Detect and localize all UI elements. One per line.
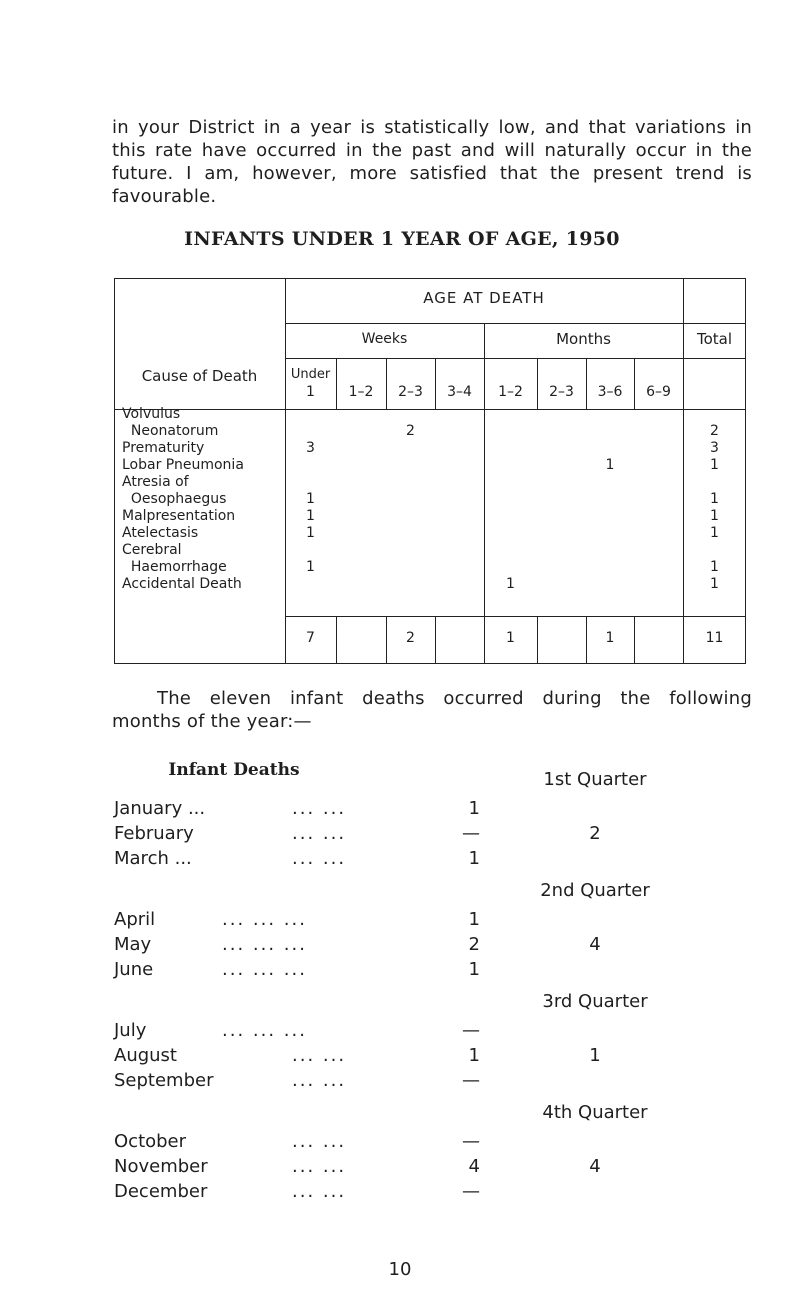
rule-above-totals bbox=[285, 616, 746, 617]
leader-dots: ... ... bbox=[292, 823, 347, 844]
cell bbox=[484, 406, 537, 423]
cell bbox=[285, 423, 336, 440]
leader-dots: ... ... bbox=[292, 1156, 347, 1177]
month-count: 1 bbox=[468, 1045, 480, 1066]
leader-dots: ... ... bbox=[292, 1131, 347, 1152]
quarter-value: 2 bbox=[589, 823, 601, 844]
cell bbox=[586, 406, 634, 423]
cell bbox=[484, 508, 537, 525]
cell bbox=[586, 576, 634, 593]
header-month-2-3: 2–3 bbox=[549, 384, 574, 400]
leader-dots: ... ... bbox=[292, 1181, 347, 1202]
cell bbox=[386, 542, 435, 559]
cell: 1 bbox=[710, 576, 719, 592]
col-month-3-6 bbox=[586, 406, 634, 593]
month-count: 2 bbox=[468, 934, 480, 955]
leader-dots: ... ... ... bbox=[222, 934, 307, 955]
cell bbox=[386, 559, 435, 576]
leader-dots: ... ... bbox=[292, 798, 347, 819]
month-count: 4 bbox=[468, 1156, 480, 1177]
col-week-2-3 bbox=[386, 406, 435, 593]
cell bbox=[484, 542, 537, 559]
months-paragraph-line-1: The eleven infant deaths occurred during the following bbox=[157, 688, 752, 709]
month-name: May bbox=[114, 934, 152, 955]
cell: 1 bbox=[710, 491, 719, 507]
leader-dots: ... ... ... bbox=[222, 909, 307, 930]
cell: 1 bbox=[306, 525, 315, 541]
table-border-bottom bbox=[114, 663, 746, 664]
cell bbox=[285, 542, 336, 559]
col-total bbox=[683, 406, 746, 593]
cell: 3 bbox=[710, 440, 719, 456]
infant-deaths-heading: Infant Deaths bbox=[168, 760, 300, 780]
cell: 1 bbox=[605, 457, 615, 473]
month-name: August bbox=[114, 1045, 177, 1066]
month-name: September bbox=[114, 1070, 214, 1091]
cell bbox=[285, 457, 336, 474]
cell bbox=[586, 474, 634, 491]
month-count: — bbox=[462, 1070, 480, 1091]
quarter-label: 2nd Quarter bbox=[540, 880, 650, 901]
cell bbox=[386, 508, 435, 525]
cell bbox=[586, 508, 634, 525]
header-week-3-4: 3–4 bbox=[447, 384, 472, 400]
cause-line: Prematurity bbox=[122, 440, 205, 456]
leader-dots: ... ... bbox=[292, 1070, 347, 1091]
cell bbox=[386, 525, 435, 542]
header-month-1-2: 1–2 bbox=[498, 384, 523, 400]
cell bbox=[484, 423, 537, 440]
cause-line: Neonatorum bbox=[122, 423, 219, 439]
col-month-1-2 bbox=[484, 406, 537, 593]
cell bbox=[285, 576, 336, 593]
cause-line: Haemorrhage bbox=[122, 559, 227, 575]
table-border-left bbox=[114, 278, 115, 664]
cell: 1 bbox=[710, 525, 719, 541]
month-count: — bbox=[462, 1020, 480, 1041]
cell: 1 bbox=[306, 559, 315, 575]
month-count: 1 bbox=[468, 959, 480, 980]
month-name: January ... bbox=[114, 798, 206, 819]
col-under-1 bbox=[285, 406, 336, 593]
cause-line: Lobar Pneumonia bbox=[122, 457, 244, 473]
cell bbox=[386, 457, 435, 474]
month-name: December bbox=[114, 1181, 208, 1202]
col-divider-7b bbox=[634, 616, 635, 664]
quarter-value: 4 bbox=[589, 934, 601, 955]
header-weeks: Weeks bbox=[361, 331, 408, 347]
header-month-3-6: 3–6 bbox=[597, 384, 623, 400]
month-name: March ... bbox=[114, 848, 192, 869]
month-name: October bbox=[114, 1131, 187, 1152]
total-month-3-6: 1 bbox=[605, 630, 615, 646]
cause-list bbox=[122, 406, 287, 593]
month-count: — bbox=[462, 823, 480, 844]
month-name: November bbox=[114, 1156, 208, 1177]
total-month-1-2: 1 bbox=[506, 630, 515, 646]
cell: 1 bbox=[306, 491, 315, 507]
month-name: February bbox=[114, 823, 194, 844]
months-paragraph-line-2: months of the year:— bbox=[112, 711, 312, 732]
header-week-1-2: 1–2 bbox=[348, 384, 374, 400]
header-total: Total bbox=[696, 330, 733, 348]
table-border-top bbox=[114, 278, 746, 279]
cell: 2 bbox=[406, 423, 415, 439]
rule-under-age-at-death bbox=[285, 323, 746, 324]
rule-under-weeks-months bbox=[285, 358, 746, 359]
cell: 2 bbox=[710, 423, 719, 439]
cell bbox=[386, 576, 435, 593]
total-under-1: 7 bbox=[306, 630, 315, 646]
cause-line: Oesophaegus bbox=[122, 491, 227, 507]
header-under-1-top: Under bbox=[290, 367, 331, 382]
cell: 1 bbox=[710, 508, 719, 524]
quarter-label: 1st Quarter bbox=[543, 769, 647, 790]
col-divider-1b bbox=[336, 616, 337, 664]
total-week-2-3: 2 bbox=[406, 630, 415, 646]
month-name: April bbox=[114, 909, 156, 930]
cell bbox=[386, 491, 435, 508]
quarter-value: 1 bbox=[589, 1045, 601, 1066]
cell bbox=[285, 474, 336, 491]
cell: 1 bbox=[506, 576, 515, 592]
cell bbox=[683, 474, 746, 491]
cell bbox=[484, 474, 537, 491]
cell bbox=[484, 440, 537, 457]
cell bbox=[484, 525, 537, 542]
cell bbox=[285, 406, 336, 423]
cause-line: Cerebral bbox=[122, 542, 182, 558]
cell bbox=[683, 542, 746, 559]
month-name: June bbox=[114, 959, 154, 980]
cell bbox=[386, 406, 435, 423]
header-week-2-3: 2–3 bbox=[398, 384, 423, 400]
total-grand: 11 bbox=[705, 630, 724, 646]
cause-line: Malpresentation bbox=[122, 508, 236, 524]
month-name: July bbox=[114, 1020, 147, 1041]
cell bbox=[586, 491, 634, 508]
cell bbox=[484, 491, 537, 508]
months-paragraph bbox=[112, 687, 752, 733]
cell: 1 bbox=[710, 559, 719, 575]
cell bbox=[386, 474, 435, 491]
month-count: — bbox=[462, 1181, 480, 1202]
cell bbox=[484, 457, 537, 474]
cause-line: Atresia of bbox=[122, 474, 189, 490]
quarter-label: 3rd Quarter bbox=[542, 991, 648, 1012]
leader-dots: ... ... ... bbox=[222, 959, 307, 980]
month-count: — bbox=[462, 1131, 480, 1152]
cell: 1 bbox=[306, 508, 315, 524]
quarter-label: 4th Quarter bbox=[542, 1102, 648, 1123]
quarter-value: 4 bbox=[589, 1156, 601, 1177]
cell bbox=[586, 542, 634, 559]
leader-dots: ... ... bbox=[292, 1045, 347, 1066]
leader-dots: ... ... ... bbox=[222, 1020, 307, 1041]
leader-dots: ... ... bbox=[292, 848, 347, 869]
header-cause-of-death: Cause of Death bbox=[141, 367, 258, 385]
cell bbox=[586, 423, 634, 440]
table-title: INFANTS UNDER 1 YEAR OF AGE, 1950 bbox=[184, 228, 620, 250]
col-divider-5b bbox=[537, 616, 538, 664]
cell: 3 bbox=[306, 440, 315, 456]
cause-line: Volvulus bbox=[122, 406, 181, 422]
cell bbox=[586, 440, 634, 457]
header-months: Months bbox=[556, 330, 611, 348]
cell: 1 bbox=[710, 457, 719, 473]
cell bbox=[683, 406, 746, 423]
cell bbox=[586, 525, 634, 542]
header-month-6-9: 6–9 bbox=[646, 384, 671, 400]
intro-paragraph: in your District in a year is statistically low, and that variations in this rate have occurred in the past and will naturally occur in the future. I am, however, more satisfied that the present trend is favourable. bbox=[112, 117, 752, 207]
cause-line: Atelectasis bbox=[122, 525, 199, 541]
cell bbox=[386, 440, 435, 457]
col-divider-3b bbox=[435, 616, 436, 664]
header-age-at-death: AGE AT DEATH bbox=[423, 289, 545, 307]
month-count: 1 bbox=[468, 909, 480, 930]
cell bbox=[484, 559, 537, 576]
month-count: 1 bbox=[468, 848, 480, 869]
page-number: 10 bbox=[388, 1259, 412, 1280]
cause-line: Accidental Death bbox=[122, 576, 242, 592]
header-under-1-bottom: 1 bbox=[306, 384, 315, 400]
cell bbox=[586, 559, 634, 576]
infant-deaths-table bbox=[114, 278, 746, 664]
month-count: 1 bbox=[468, 798, 480, 819]
